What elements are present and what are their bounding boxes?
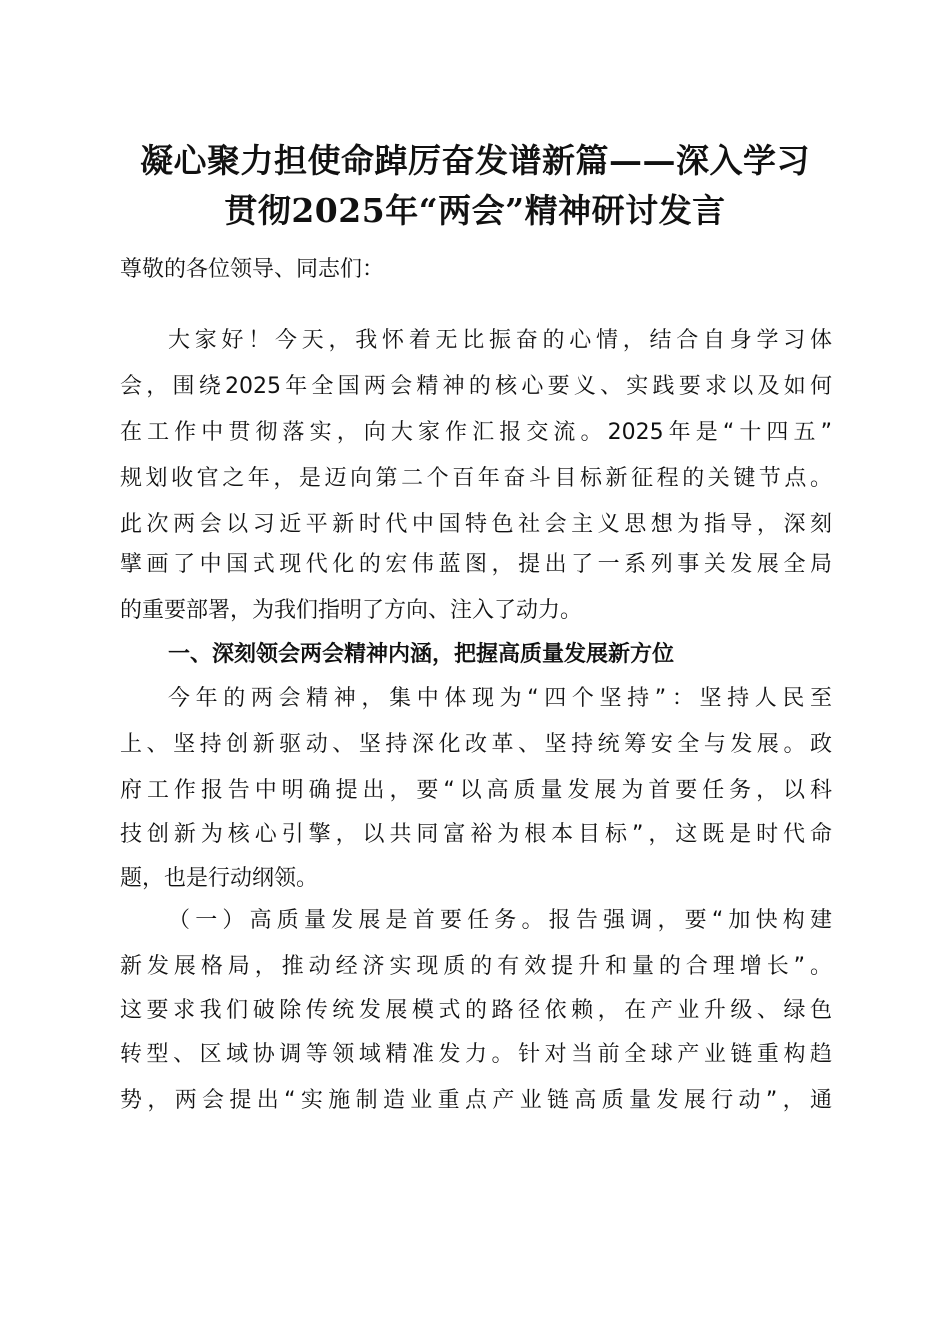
subsection1-line-1: （一）高质量发展是首要任务。报告强调，要“加快构建 <box>168 908 832 933</box>
section1-line-5: 题，也是行动纲领。 <box>120 866 319 891</box>
section1-line-1: 今年的两会精神，集中体现为“四个坚持”：坚持人民至 <box>168 686 832 711</box>
subsection1-line-2: 新发展格局，推动经济实现质的有效提升和量的合理增长”。 <box>120 954 832 979</box>
subsection1-line-4: 转型、区域协调等领域精准发力。针对当前全球产业链重构趋 <box>120 1042 832 1067</box>
intro-line-3: 在工作中贯彻落实，向大家作汇报交流。2025年是“十四五” <box>120 420 832 445</box>
intro-line-5: 此次两会以习近平新时代中国特色社会主义思想为指导，深刻 <box>120 512 832 537</box>
intro-line-7: 的重要部署，为我们指明了方向、注入了动力。 <box>120 598 583 623</box>
subsection1-line-5: 势，两会提出“实施制造业重点产业链高质量发展行动”，通 <box>120 1088 832 1113</box>
salutation: 尊敬的各位领导、同志们： <box>120 257 385 282</box>
section1-line-2: 上、坚持创新驱动、坚持深化改革、坚持统筹安全与发展。政 <box>120 732 832 757</box>
intro-line-6: 擘画了中国式现代化的宏伟蓝图，提出了一系列事关发展全局 <box>120 552 832 577</box>
section1-line-3: 府工作报告中明确提出，要“以高质量发展为首要任务，以科 <box>120 778 832 803</box>
section-heading-1: 一、深刻领会两会精神内涵，把握高质量发展新方位 <box>168 642 675 667</box>
intro-line-4: 规划收官之年，是迈向第二个百年奋斗目标新征程的关键节点。 <box>120 466 832 491</box>
intro-line-2: 会，围绕2025年全国两会精神的核心要义、实践要求以及如何 <box>120 374 832 399</box>
document-title-line-2: 贯彻2025年“两会”精神研讨发言 <box>224 191 726 230</box>
document-title-line-1: 凝心聚力担使命踔厉奋发谱新篇——深入学习 <box>140 141 810 180</box>
section1-line-4: 技创新为核心引擎，以共同富裕为根本目标”，这既是时代命 <box>120 822 832 847</box>
intro-line-1: 大家好！今天，我怀着无比振奋的心情，结合自身学习体 <box>168 328 832 353</box>
subsection1-line-3: 这要求我们破除传统发展模式的路径依赖，在产业升级、绿色 <box>120 998 832 1023</box>
